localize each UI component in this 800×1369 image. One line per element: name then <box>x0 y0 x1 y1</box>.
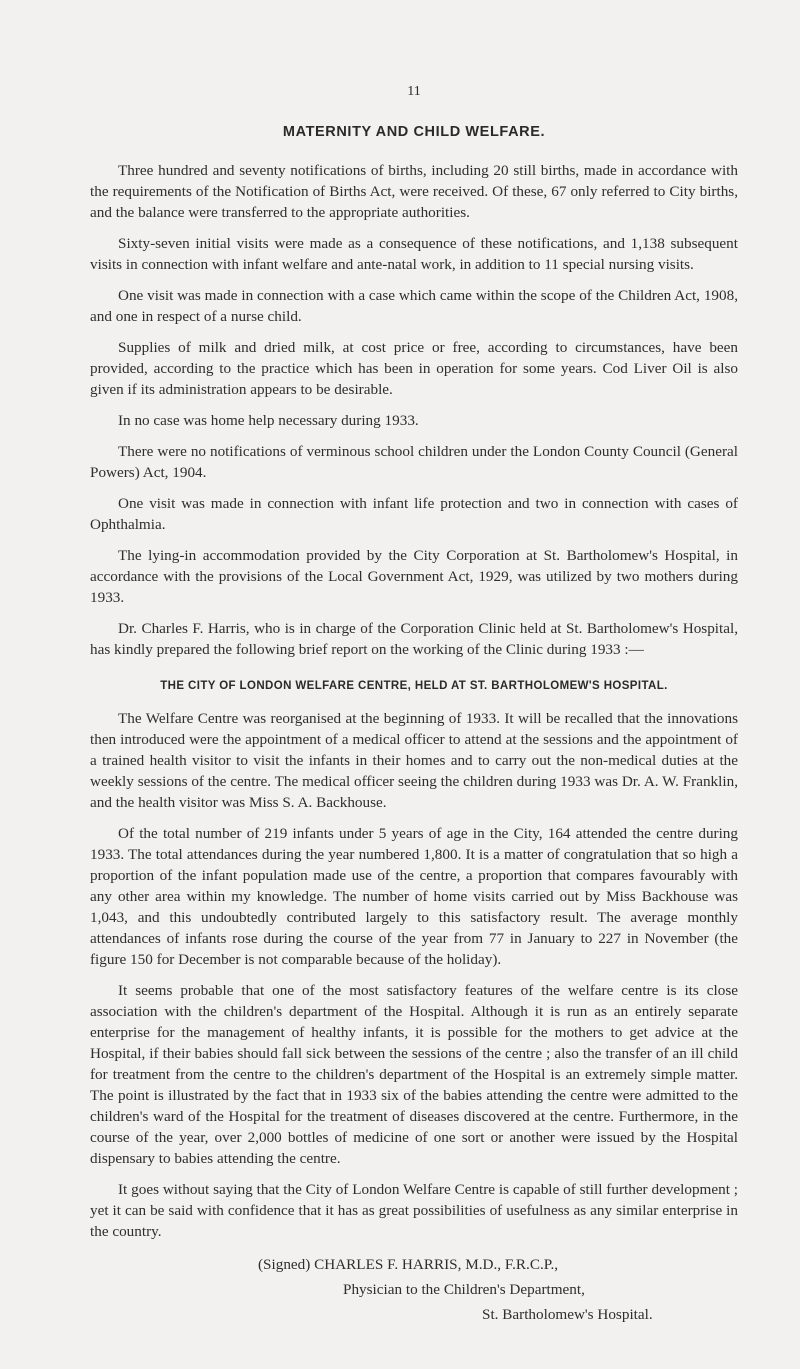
paragraph: One visit was made in connection with a case which came within the scope of the Children Act, 1908, and one in respect of a nurse child. <box>90 287 738 325</box>
paragraph: Of the total number of 219 infants under 5 years of age in the City, 164 attended the centre during 1933. The total attendances during the year numbered 1,800. It is a matter of congratulation that so high a proportion of the infant population made use of the centre, a proportion that compares favourably with any other area within my knowledge. The number of home visits carried out by Miss Backhouse was 1,043, and this undoubtedly contributed largely to this satisfactory result. The average monthly attendances of infants rose during the course of the year from 77 in January to 227 in November (the figure 150 for December is not comparable because of the holiday). <box>90 825 738 968</box>
paragraph: Sixty-seven initial visits were made as a consequence of these notifications, and 1,138 subsequent visits in connection with infant welfare and ante-natal work, in addition to 11 special nursing visits. <box>90 235 738 273</box>
signature-institution: St. Bartholomew's Hospital. <box>482 1306 653 1323</box>
paragraph: Three hundred and seventy notifications of births, including 20 still births, made in accordance with the requirements of the Notification of Births Act, were received. Of these, 67 only referred to City births, and the balance were transferred to the appropriate authorities. <box>90 162 738 221</box>
signature-title: Physician to the Children's Department, <box>343 1281 585 1298</box>
paragraph: In no case was home help necessary during 1933. <box>118 412 419 429</box>
paragraph: It goes without saying that the City of London Welfare Centre is capable of still further development ; yet it can be said with confidence that it has as great possibilities of usefulness as any similar enterprise in the country. <box>90 1181 738 1240</box>
subsection-heading: THE CITY OF LONDON WELFARE CENTRE, HELD AT ST. BARTHOLOMEW'S HOSPITAL. <box>160 680 668 692</box>
paragraph: There were no notifications of verminous school children under the London County Council (General Powers) Act, 1904. <box>90 443 738 481</box>
paragraph: It seems probable that one of the most satisfactory features of the welfare centre is its close association with the children's department of the Hospital. Although it is run as an entirely separate enterprise for the management of healthy infants, it is possible for the mothers to get advice at the Hospital, if their babies should fall sick between the sessions of the centre ; also the transfer of an ill child for treatment from the centre to the children's department of the Hospital is an extremely simple matter. The point is illustrated by the fact that in 1933 six of the babies attending the centre were admitted to the children's ward of the Hospital for the treatment of diseases discovered at the centre. Furthermore, in the course of the year, over 2,000 bottles of medicine of one sort or another were issued by the Hospital dispensary to babies attending the centre. <box>90 982 738 1167</box>
signature-line: (Signed) CHARLES F. HARRIS, M.D., F.R.C.P., <box>258 1256 559 1273</box>
page-number: 11 <box>407 84 421 99</box>
paragraph: One visit was made in connection with infant life protection and two in connection with cases of Ophthalmia. <box>90 495 738 533</box>
section-heading: MATERNITY AND CHILD WELFARE. <box>282 124 546 140</box>
paragraph: Supplies of milk and dried milk, at cost price or free, according to circumstances, have been provided, according to the practice which has been in operation for some years. Cod Liver Oil is also given if its administration appears to be desirable. <box>90 339 738 398</box>
report-section <box>90 708 738 1242</box>
paragraph: Dr. Charles F. Harris, who is in charge of the Corporation Clinic held at St. Bartholomew's Hospital, has kindly prepared the following brief report on the working of the Clinic during 1933 :— <box>90 620 738 658</box>
intro-section <box>90 160 738 660</box>
paragraph: The Welfare Centre was reorganised at the beginning of 1933. It will be recalled that the innovations then introduced were the appointment of a medical officer to attend at the sessions and the appointment of a trained health visitor to visit the infants in their homes and to carry out the non-medical duties at the weekly sessions of the centre. The medical officer seeing the children during 1933 was Dr. A. W. Franklin, and the health visitor was Miss S. A. Backhouse. <box>90 710 738 811</box>
signature-block <box>90 1252 738 1327</box>
paragraph: The lying-in accommodation provided by the City Corporation at St. Bartholomew's Hospital, in accordance with the provisions of the Local Government Act, 1929, was utilized by two mothers during 1933. <box>90 547 738 606</box>
